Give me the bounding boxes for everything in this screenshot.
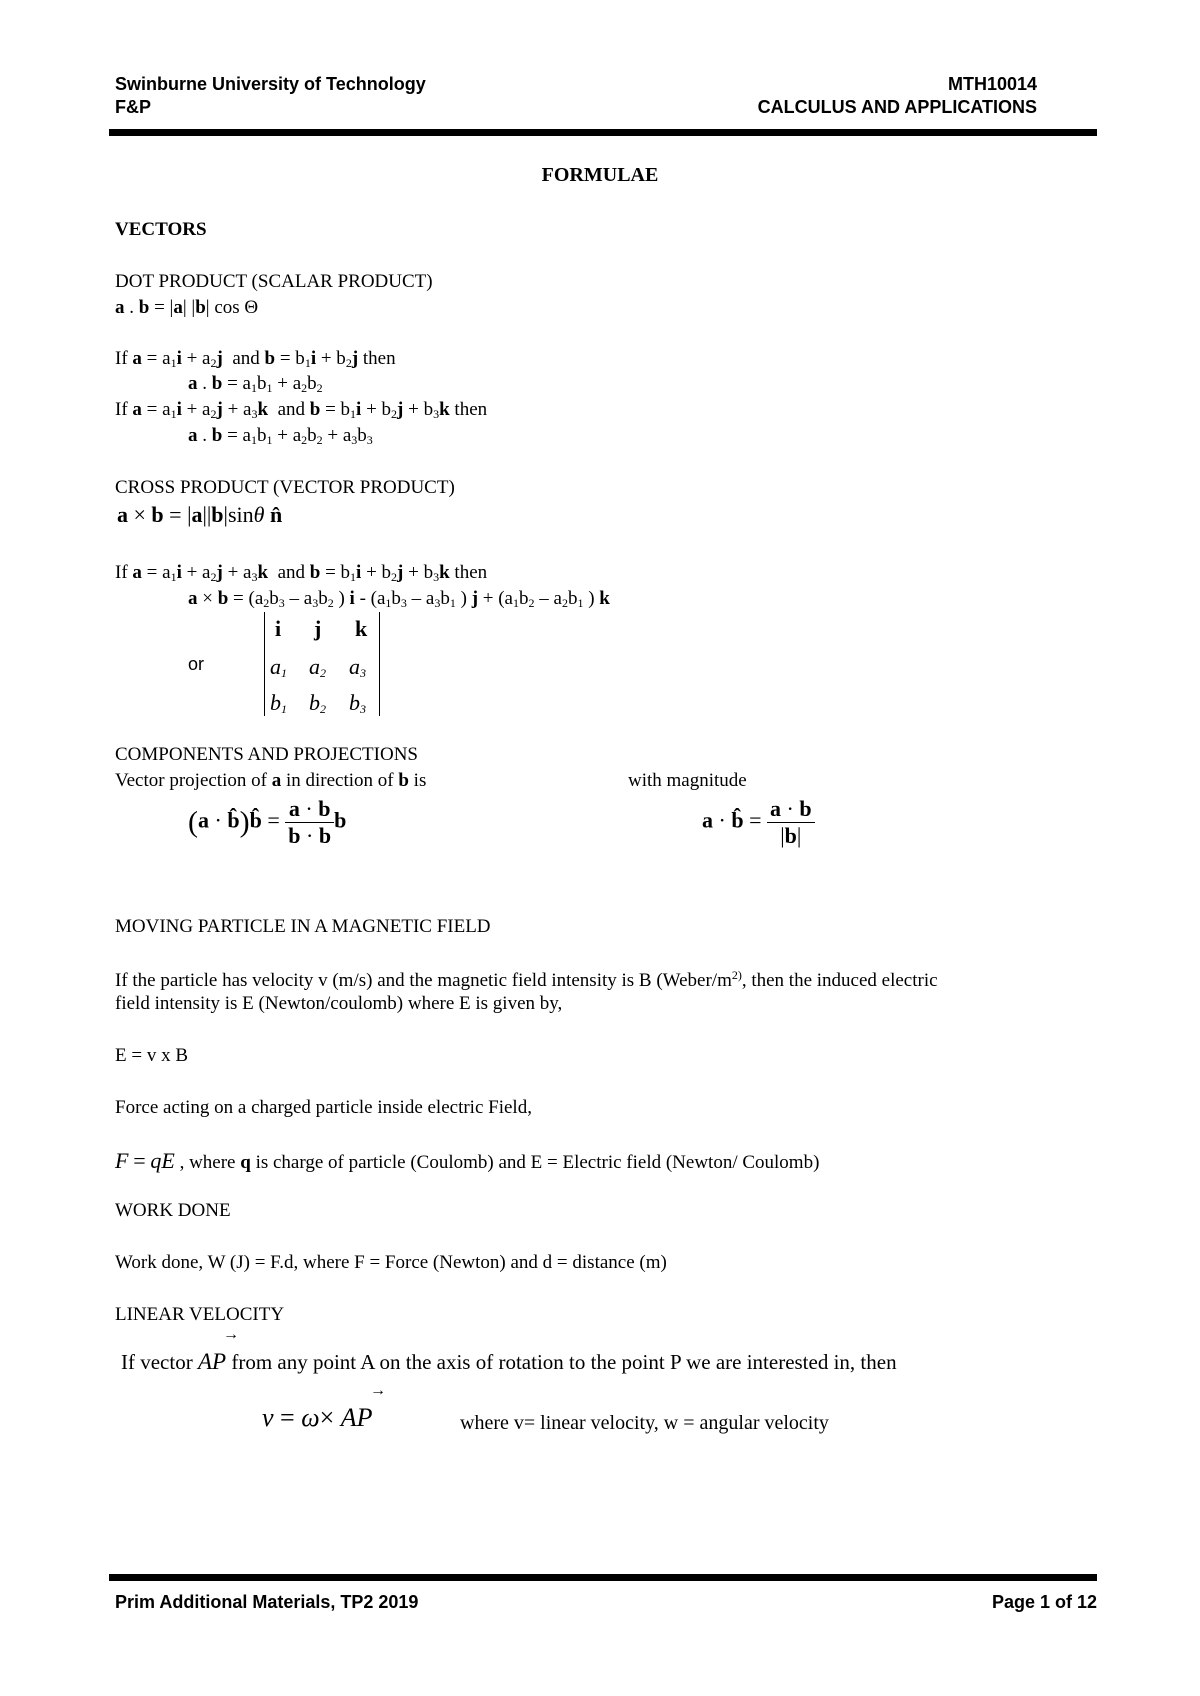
magnitude-description: with magnitude (628, 770, 747, 791)
magnetic-paragraph-line1: If the particle has velocity v (m/s) and the magnetic field intensity is B ($Weber/m^{2)}$, then the induced electric (115, 968, 938, 991)
force-formula-line: F = qE , where q is charge of particle (Coulomb) and E = Electric field (Newton/ Coulomb) (115, 1148, 820, 1173)
force-description: Force acting on a charged particle inside electric Field, (115, 1097, 532, 1118)
course-title: CALCULUS AND APPLICATIONS (757, 97, 1037, 117)
cross-product-formula: a × b = |a||b|sinθ n̂ (117, 502, 283, 527)
work-done-formula: Work done, W (J) = F.d, where F = Force (Newton) and d = distance (m) (115, 1252, 667, 1273)
dot-product-formula: a . b = |a| |b| cos Θ (115, 297, 259, 318)
scalar-projection-formula: a · b̂ = $\frac{a \cdot b}{|b|}$ (702, 796, 815, 849)
cross-product-heading: CROSS PRODUCT (VECTOR PRODUCT) (115, 477, 455, 498)
section-heading-vectors: VECTORS (115, 219, 207, 240)
dot-2d-condition: If $a = a_1i + a_2j$ and $b = b_1i + b_2j$ then (115, 348, 396, 370)
cross-3d-condition: If $a = a_1i + a_2j + a_3k$ and $b = b_1i + b_2j + b_3k$ then (115, 562, 488, 584)
vector-projection-formula: (a · b̂)b̂ = $\frac{a \cdot b}{b \cdot b}$ b (188, 796, 347, 848)
linear-velocity-heading: LINEAR VELOCITY (115, 1304, 285, 1325)
work-done-heading: WORK DONE (115, 1200, 231, 1221)
vector-arrow-ap-2: → (370, 1382, 386, 1399)
projection-description: Vector projection of a in direction of b is (115, 770, 427, 791)
header-rule (109, 129, 1097, 136)
department-label: F&P (115, 97, 151, 117)
footer-rule (109, 1574, 1097, 1581)
dot-3d-condition: If $a = a_1i + a_2j + a_3k$ and $b = b_1i + b_2j + b_3k$ then (115, 399, 488, 421)
magnetic-paragraph-line2: field intensity is E (Newton/coulomb) where E is given by, (115, 993, 563, 1014)
cross-expanded-result: $a \times b = (a_2b_3 - a_3b_2$ ) i - ($a_1b_3 - a_3b_1$ ) $j + (a_1b_2 - a_2b_1$ ) k (188, 588, 610, 610)
page-number: Page 1 of 12 (991, 1592, 1097, 1612)
dot-2d-result: a . $b = a_1b_1 + a_2b_2$ (188, 373, 323, 395)
linear-velocity-description: If vector AP from any point A on the axis of rotation to the point P we are interested in, then (121, 1349, 897, 1374)
course-code: MTH10014 (947, 74, 1037, 94)
cross-determinant: i j k $a_1$ $a_2$ $a_3$ $b_1$ $b_2$ $b_3$ (264, 612, 380, 716)
determinant-or-label: or (188, 654, 205, 674)
page-title: FORMULAE (541, 164, 659, 186)
magnetic-field-heading: MOVING PARTICLE IN A MAGNETIC FIELD (115, 916, 491, 937)
dot-3d-result: a . $b = a_1b_1 + a_2b_2 + a_3b_3$ (188, 425, 373, 447)
linear-velocity-formula: v = ω× AP (262, 1403, 373, 1432)
institution-name: Swinburne University of Technology (115, 74, 426, 94)
dot-product-heading: DOT PRODUCT (SCALAR PRODUCT) (115, 271, 433, 292)
footer-title: Prim Additional Materials, TP2 2019 (115, 1592, 419, 1612)
electric-field-formula: E = v x B (115, 1045, 188, 1066)
components-heading: COMPONENTS AND PROJECTIONS (115, 744, 418, 765)
linear-velocity-where: where v= linear velocity, w = angular velocity (460, 1412, 829, 1434)
vector-arrow-ap: → (223, 1326, 239, 1343)
